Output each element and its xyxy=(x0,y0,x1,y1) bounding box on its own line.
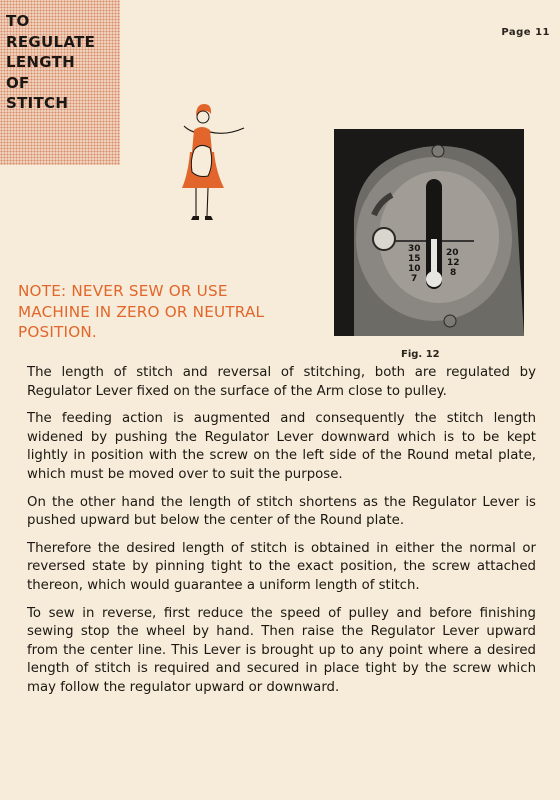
regulator-lever xyxy=(431,239,437,279)
page-number: Page 11 xyxy=(501,27,550,38)
instruction-paragraph: To sew in reverse, first reduce the speed of pulley and before finishing sewing stop the wheel by hand. Then raise the Regulator Lever upward from the center line. This Lever is brought up to any point where a desired length of stitch is required and secured in place tight by the screw which may follow the regulator upward or downward. xyxy=(27,605,536,695)
warning-note: NOTE: NEVER SEW OR USE MACHINE IN ZERO OR NEUTRAL POSITION. xyxy=(18,282,265,341)
dial-mark: 15 xyxy=(408,254,421,264)
dial-mark: 30 xyxy=(408,244,421,254)
dial-mark: 12 xyxy=(447,258,460,268)
section-title-line: STITCH xyxy=(6,94,69,112)
dial-mark: 10 xyxy=(408,264,421,274)
dial-mark: 7 xyxy=(411,274,418,284)
section-title-line: TO xyxy=(6,12,30,30)
figure-caption: Fig. 12 xyxy=(401,349,440,360)
section-title-line: LENGTH xyxy=(6,53,75,71)
instruction-paragraph: The length of stitch and reversal of stitching, both are regulated by Regulator Lever fixed on the surface of the Arm close to pulley. xyxy=(27,365,536,399)
regulator-lever-photo xyxy=(334,129,524,336)
instruction-paragraph: Therefore the desired length of stitch is obtained in either the normal or reversed state by pinning tight to the exact position, the screw attached thereon, which would guarantee a uniform length of stitch. xyxy=(27,540,536,593)
section-title xyxy=(6,11,95,114)
dial-mark: 8 xyxy=(450,268,457,278)
section-title-line: OF xyxy=(6,73,30,92)
screw-knob xyxy=(373,228,395,250)
instructions-body xyxy=(27,364,536,707)
dial-mark: 20 xyxy=(446,248,459,258)
section-title-line: REGULATE xyxy=(6,32,96,51)
woman-illustration xyxy=(180,102,248,226)
instruction-paragraph: On the other hand the length of stitch shortens as the Regulator Lever is pushed upward but below the center of the Round plate. xyxy=(27,494,536,529)
instruction-paragraph: The feeding action is augmented and consequently the stitch length widened by pushing the Regulator Lever downward which is to be kept lightly in position with the screw on the left side of the Round metal plate, which must be moved over to suit the purpose. xyxy=(27,411,536,482)
